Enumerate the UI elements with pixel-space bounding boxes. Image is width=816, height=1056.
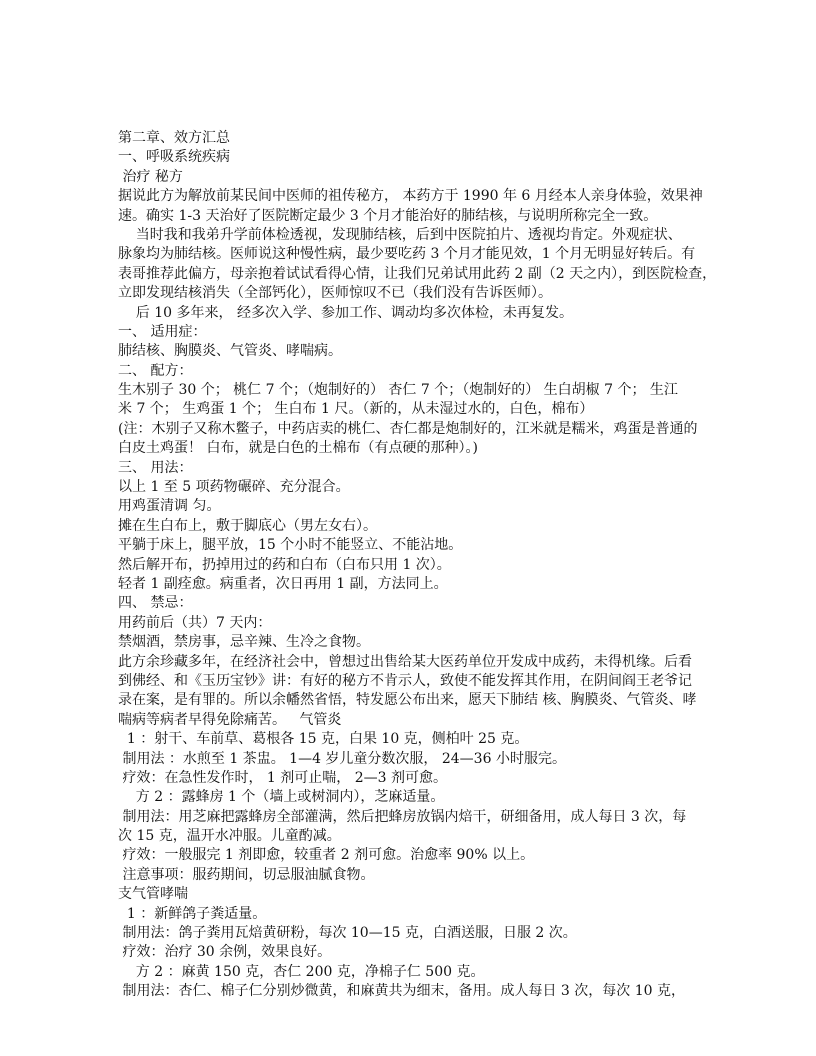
text-line: 1 ：射干、车前草、葛根各 15 克，白果 10 克，侧柏叶 25 克。 [118, 731, 529, 748]
text-line: 米 7 个； 生鸡蛋 1 个； 生白布 1 尺。（新的，从未湿过水的，白色，棉布） [118, 401, 594, 418]
text-line: 生木别子 30 个； 桃仁 7 个；（炮制好的） 杏仁 7 个；（炮制好的） 生白胡椒 7 个； 生江 [118, 382, 678, 399]
text-line: 次 15 克，温开水冲服。儿童酌减。 [118, 828, 341, 845]
text-line: 四、 禁忌： [118, 595, 193, 612]
text-line: 速。确实 1-3 天治好了医院断定最少 3 个月才能治好的肺结核，与说明所称完全一致。 [118, 207, 658, 224]
text-line: 后 10 多年来， 经多次入学、参加工作、调动均多次体检，未再复发。 [118, 304, 573, 321]
text-line: 制用法：鸽子粪用瓦焙黄研粉，每次 10—15 克，白酒送服，日服 2 次。 [118, 925, 577, 942]
text-line: 此方余珍藏多年，在经济社会中，曾想过出售给某大医药单位开发成中成药，未得机缘。后看 [118, 653, 692, 670]
text-line: 方 2 ：露蜂房 1 个（墙上或树洞内），芝麻适量。 [118, 789, 445, 806]
text-line: 录在案，是有罪的。所以余幡然省悟，特发愿公布出来，愿天下肺结 核、胸膜炎、气管炎、哮 [118, 692, 697, 709]
text-line: 禁烟酒，禁房事，忌辛辣、生冷之食物。 [118, 634, 370, 651]
text-line: 制用法 ：水煎至 1 茶盅。 1—4 岁儿童分数次服， 24—36 小时服完。 [118, 750, 566, 767]
text-line: (注：木别子又称木鳖子，中药店卖的桃仁、杏仁都是炮制好的，江米就是糯米，鸡蛋是普通的 [118, 420, 698, 437]
text-line: 以上 1 至 5 项药物碾碎、充分混合。 [118, 479, 350, 496]
text-line: 方 2 ：麻黄 150 克，杏仁 200 克，净棉子仁 500 克。 [118, 963, 485, 980]
text-line: 平躺于床上，腿平放，15 个小时不能竖立、不能沾地。 [118, 537, 463, 554]
text-line: 第二章、效方汇总 [118, 130, 230, 146]
text-line: 疗效：在急性发作时， 1 剂可止喘， 2—3 剂可愈。 [118, 769, 447, 786]
text-line: 用鸡蛋清调 匀。 [118, 498, 221, 515]
text-line: 二、 配方： [118, 362, 193, 379]
text-line: 白皮土鸡蛋！ 白布，就是白色的土棉布（有点硬的那种）。) [118, 440, 478, 457]
text-line: 立即发现结核消失（全部钙化），医师惊叹不已（我们没有告诉医师）。 [118, 285, 552, 302]
text-line: 脉象均为肺结核。医师说这种慢性病，最少要吃药 3 个月才能见效，1 个月无明显好转后。有 [118, 246, 696, 263]
text-line: 疗效：治疗 30 余例，效果良好。 [118, 944, 332, 961]
document-page [118, 129, 717, 1002]
text-line: 到佛经、和《玉历宝钞》讲：有好的秘方不肯示人，致使不能发挥其作用，在阴间阎王老爷记 [118, 672, 692, 689]
text-line: 喘病等病者早得免除痛苦。 气管炎 [118, 711, 342, 728]
text-line: 轻者 1 副痊愈。病重者，次日再用 1 副，方法同上。 [118, 575, 448, 592]
text-line: 支气管哮喘 [118, 886, 188, 903]
text-line: 三、 用法： [118, 459, 193, 476]
text-line: 治疗 秘方 [118, 168, 183, 185]
text-line: 摊在生白布上，敷于脚底心（男左女右）。 [118, 517, 377, 534]
text-line: 用药前后（共）7 天内： [118, 614, 272, 631]
text-line: 当时我和我弟升学前体检透视，发现肺结核，后到中医院拍片、透视均肯定。外观症状、 [118, 226, 682, 243]
text-line: 一、 适用症： [118, 323, 207, 340]
text-line: 一、呼吸系统疾病 [118, 149, 230, 166]
text-line: 肺结核、胸膜炎、气管炎、哮喘病。 [118, 343, 342, 360]
text-line: 注意事项：服药期间，切忌服油腻食物。 [118, 866, 375, 883]
text-line: 制用法：杏仁、棉子仁分别炒微黄，和麻黄共为细末，备用。成人每日 3 次，每次 10 克， [118, 983, 685, 1000]
text-line: 然后解开布，扔掉用过的药和白布（白布只用 1 次）。 [118, 556, 451, 573]
text-line: 据说此方为解放前某民间中医师的祖传秘方， 本药方于 1990 年 6 月经本人亲身体验，效果神 [118, 188, 703, 205]
text-line: 制用法：用芝麻把露蜂房全部灌满，然后把蜂房放锅内焙干，研细备用，成人每日 3 次，每 [118, 808, 687, 825]
text-line: 疗效：一般服完 1 剂即愈，较重者 2 剂可愈。治愈率 90% 以上。 [118, 847, 535, 864]
text-line: 表哥推荐此偏方，母亲抱着试试看得心情，让我们兄弟试用此药 2 副（2 天之内），到医院检查， [118, 265, 717, 282]
text-line: 1 ：新鲜鸽子粪适量。 [118, 905, 267, 922]
